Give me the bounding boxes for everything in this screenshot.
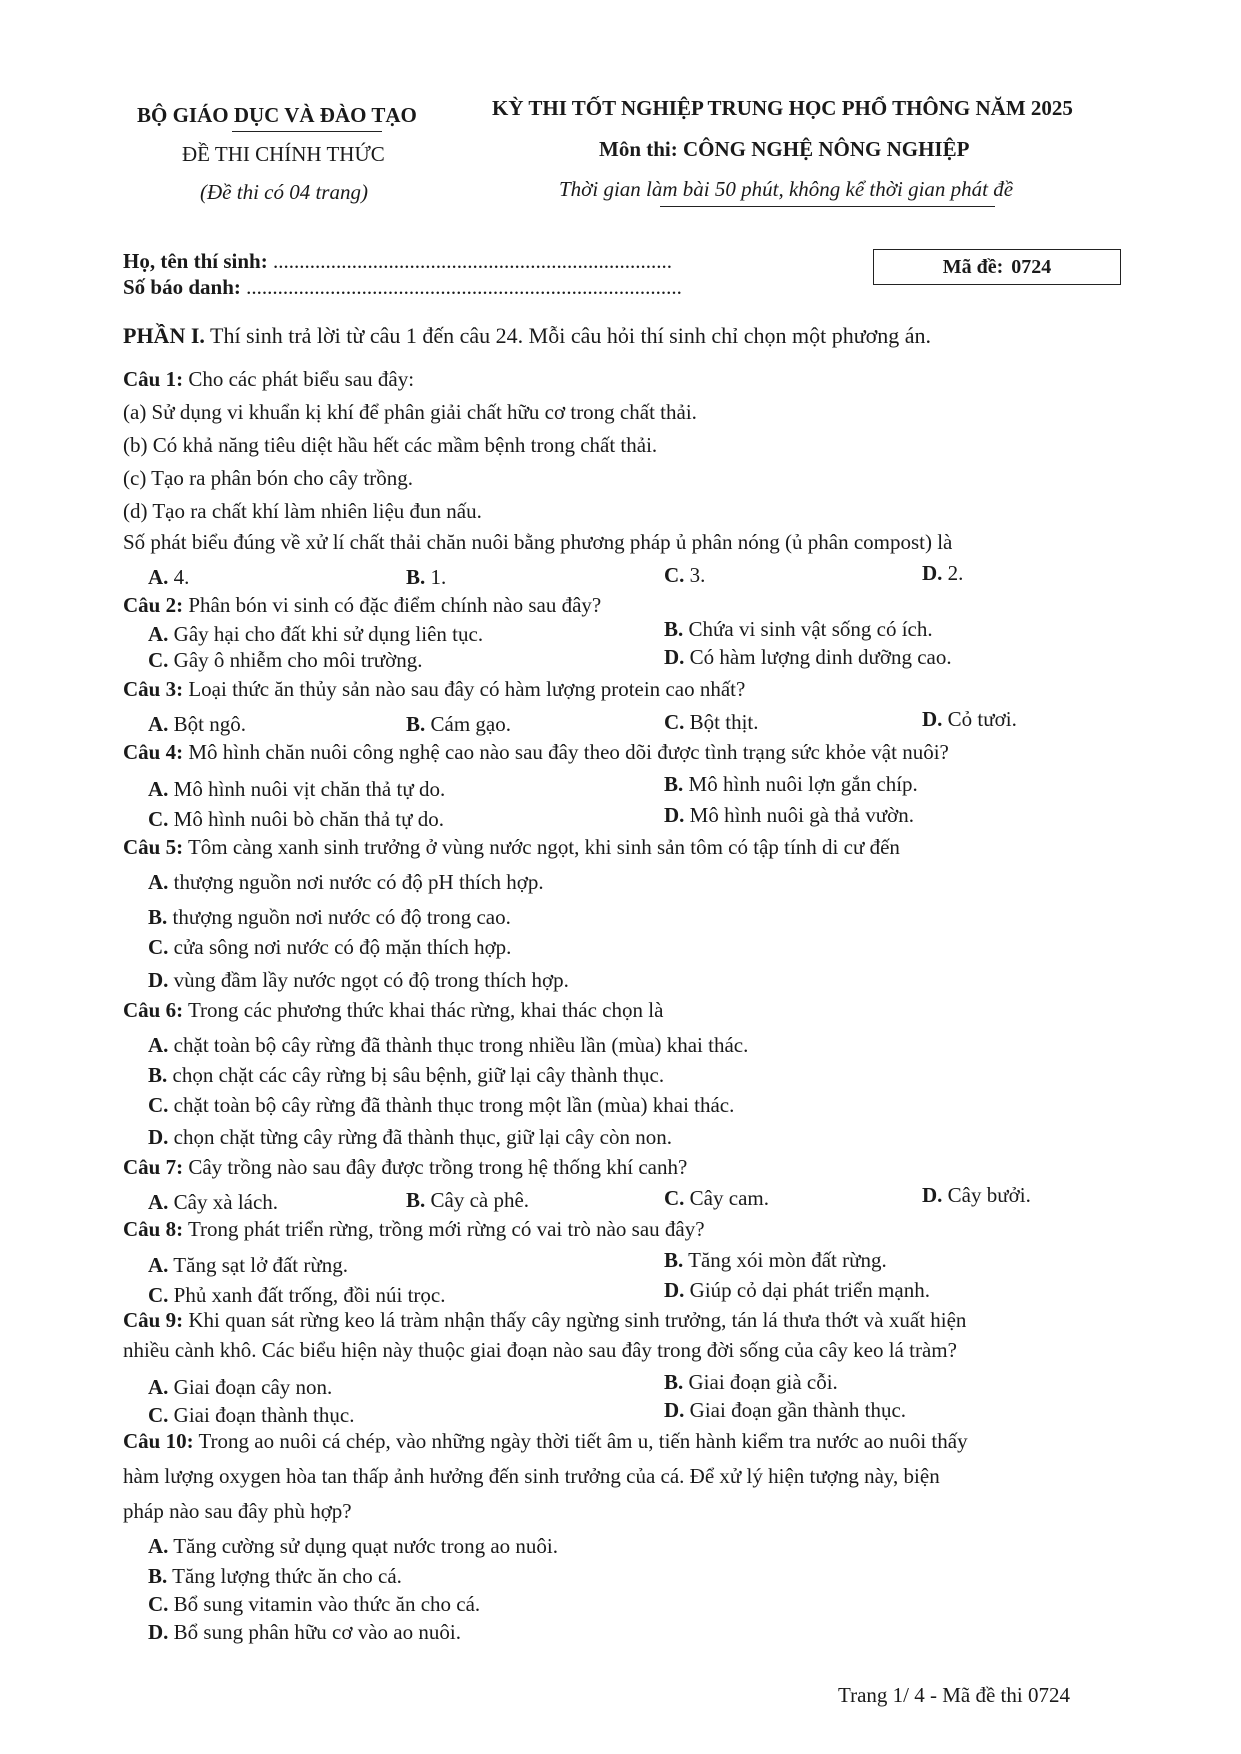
option-text: chặt toàn bộ cây rừng đã thành thục trong một lần (mùa) khai thác.: [173, 1093, 735, 1117]
candidate-name-row: [123, 249, 672, 274]
question-10-line2: hàm lượng oxygen hòa tan thấp ảnh hưởng đến sinh trưởng của cá. Để xử lý hiện tượng này, biện: [123, 1464, 940, 1488]
option-a: [148, 1534, 558, 1559]
option-d: [664, 803, 914, 828]
question-9-line2: nhiều cành khô. Các biểu hiện này thuộc giai đoạn nào sau đây trong đời sống của cây keo lá tràm?: [123, 1338, 957, 1362]
question-number: Câu 7:: [123, 1155, 184, 1179]
time-note: Thời gian làm bài 50 phút, không kể thời gian phát đề: [559, 177, 1014, 201]
option-b: [664, 1370, 838, 1395]
option-a: [148, 1253, 348, 1278]
option-letter: A.: [148, 1375, 169, 1399]
question-7: [123, 1155, 687, 1180]
statement-b: (b) Có khả năng tiêu diệt hầu hết các mầm bệnh trong chất thải.: [123, 433, 658, 457]
option-d: [922, 561, 963, 586]
question-number: Câu 4:: [123, 740, 184, 764]
option-c: [664, 1186, 769, 1211]
option-d: [664, 1278, 930, 1303]
time-underline: [660, 206, 995, 207]
option-a: [148, 1190, 278, 1215]
option-b: [664, 1248, 887, 1273]
question-6: [123, 998, 663, 1023]
option-text: vùng đầm lầy nước ngọt có độ trong thích hợp.: [173, 968, 569, 992]
option-text: Tăng xói mòn đất rừng.: [688, 1248, 887, 1272]
option-letter: A.: [148, 622, 169, 646]
question-number: Câu 3:: [123, 677, 184, 701]
option-text: Cỏ tươi.: [947, 707, 1017, 731]
question-stem: Loại thức ăn thủy sản nào sau đây có hàm lượng protein cao nhất?: [188, 677, 746, 701]
option-letter: D.: [922, 561, 943, 585]
option-b: [406, 565, 446, 590]
question-5: [123, 835, 900, 860]
option-text: 4.: [173, 565, 190, 589]
option-letter: A.: [148, 870, 169, 894]
option-b: [148, 1564, 402, 1589]
option-c: [148, 807, 444, 832]
subject-name: CÔNG NGHỆ NÔNG NGHIỆP: [683, 137, 970, 161]
statement-a: (a) Sử dụng vi khuẩn kị khí để phân giải chất hữu cơ trong chất thải.: [123, 400, 697, 424]
part-one-label: PHẦN I.: [123, 323, 205, 348]
option-text: chọn chặt các cây rừng bị sâu bệnh, giữ lại cây thành thục.: [172, 1063, 665, 1087]
option-letter: A.: [148, 1534, 169, 1558]
option-letter: B.: [406, 1188, 426, 1212]
page-footer-code: 0724: [1027, 1683, 1070, 1707]
option-letter: C.: [664, 563, 685, 587]
option-letter: B.: [664, 617, 684, 641]
question-stem: Tôm càng xanh sinh trưởng ở vùng nước ngọt, khi sinh sản tôm có tập tính di cư đến: [187, 835, 900, 859]
option-letter: C.: [148, 1592, 169, 1616]
option-a: [148, 1375, 332, 1400]
option-text: Bột thịt.: [689, 710, 759, 734]
option-b: [148, 905, 511, 930]
option-text: Giai đoạn gần thành thục.: [689, 1398, 907, 1422]
option-letter: C.: [664, 1186, 685, 1210]
option-text: thượng nguồn nơi nước có độ trong cao.: [172, 905, 511, 929]
official-label: ĐỀ THI CHÍNH THỨC: [182, 142, 385, 166]
page-count-note: (Đề thi có 04 trang): [200, 180, 368, 204]
question-number: Câu 9:: [123, 1308, 184, 1332]
question-9: [123, 1308, 966, 1333]
option-d: [148, 968, 569, 993]
option-text: Mô hình nuôi vịt chăn thả tự do.: [173, 777, 446, 801]
part-one-instructions: Thí sinh trả lời từ câu 1 đến câu 24. Mỗi câu hỏi thí sinh chỉ chọn một phương án.: [210, 323, 932, 348]
option-text: Bổ sung vitamin vào thức ăn cho cá.: [173, 1592, 481, 1616]
option-letter: D.: [148, 968, 169, 992]
option-a: [148, 622, 483, 647]
option-text: Tăng cường sử dụng quạt nước trong ao nuôi.: [173, 1534, 559, 1558]
option-text: Cây cà phê.: [430, 1188, 530, 1212]
option-a: [148, 712, 246, 737]
page-footer-text: Trang 1/ 4 - Mã đề thi: [838, 1683, 1023, 1707]
candidate-id-dots: ...................................................................................: [246, 275, 682, 299]
option-text: Bột ngô.: [173, 712, 247, 736]
question-stem: Mô hình chăn nuôi công nghệ cao nào sau đây theo dõi được tình trạng sức khỏe vật nuôi?: [188, 740, 949, 764]
option-c: [664, 710, 759, 735]
option-b: [406, 1188, 529, 1213]
option-letter: C.: [148, 1283, 169, 1307]
option-c: [148, 1592, 480, 1617]
question-number: Câu 10:: [123, 1429, 194, 1453]
option-text: Tăng lượng thức ăn cho cá.: [172, 1564, 402, 1588]
option-a: [148, 1033, 748, 1058]
option-letter: A.: [148, 1190, 169, 1214]
option-letter: C.: [148, 1093, 169, 1117]
question-stem: Trong phát triển rừng, trồng mới rừng có vai trò nào sau đây?: [187, 1217, 705, 1241]
option-letter: D.: [664, 1398, 685, 1422]
option-letter: A.: [148, 712, 169, 736]
option-text: Gây hại cho đất khi sử dụng liên tục.: [173, 622, 484, 646]
exam-code-label: Mã đề:: [942, 255, 1004, 278]
option-d: [148, 1125, 672, 1150]
option-text: Mô hình nuôi gà thả vườn.: [689, 803, 914, 827]
option-letter: A.: [148, 1033, 169, 1057]
question-stem: Cây trồng nào sau đây được trồng trong hệ thống khí canh?: [188, 1155, 688, 1179]
option-b: [664, 617, 933, 642]
option-text: Gây ô nhiễm cho môi trường.: [173, 648, 423, 672]
ministry-name: BỘ GIÁO DỤC VÀ ĐÀO TẠO: [137, 103, 417, 127]
option-c: [664, 563, 705, 588]
question-4: [123, 740, 949, 765]
question-2: [123, 593, 601, 618]
option-letter: A.: [148, 777, 169, 801]
option-letter: D.: [148, 1620, 169, 1644]
question-stem: Cho các phát biểu sau đây:: [188, 367, 415, 391]
question-8: [123, 1217, 705, 1242]
option-text: Cám gạo.: [430, 712, 511, 736]
candidate-id-row: [123, 275, 682, 300]
statement-c: (c) Tạo ra phân bón cho cây trồng.: [123, 466, 414, 490]
option-text: Mô hình nuôi bò chăn thả tự do.: [173, 807, 445, 831]
question-number: Câu 5:: [123, 835, 184, 859]
page-footer: [838, 1683, 1070, 1708]
option-d: [664, 645, 952, 670]
option-c: [148, 1093, 734, 1118]
option-d: [148, 1620, 461, 1645]
option-d: [664, 1398, 906, 1423]
question-number: Câu 2:: [123, 593, 184, 617]
option-text: Chứa vi sinh vật sống có ích.: [688, 617, 933, 641]
question-number: Câu 6:: [123, 998, 184, 1022]
option-b: [406, 712, 511, 737]
ministry-underline: [232, 131, 382, 132]
option-letter: C.: [664, 710, 685, 734]
option-text: cửa sông nơi nước có độ mặn thích hợp.: [173, 935, 512, 959]
option-text: Phủ xanh đất trống, đồi núi trọc.: [173, 1283, 446, 1307]
option-text: Giai đoạn già cỗi.: [688, 1370, 838, 1394]
option-letter: B.: [406, 712, 426, 736]
candidate-name-dots: ............................................................................: [272, 249, 672, 273]
option-b: [664, 772, 918, 797]
option-letter: B.: [148, 905, 168, 929]
option-letter: D.: [148, 1125, 169, 1149]
option-letter: B.: [664, 1248, 684, 1272]
subject-label: Môn thi:: [599, 137, 678, 161]
option-text: Cây bưởi.: [947, 1183, 1031, 1207]
question-stem: Phân bón vi sinh có đặc điểm chính nào sau đây?: [188, 593, 602, 617]
option-letter: B.: [148, 1063, 168, 1087]
exam-code-value: 0724: [1011, 255, 1052, 278]
option-text: chọn chặt từng cây rừng đã thành thục, giữ lại cây còn non.: [173, 1125, 673, 1149]
candidate-id-label: Số báo danh:: [123, 275, 241, 299]
option-text: Có hàm lượng dinh dưỡng cao.: [689, 645, 952, 669]
question-number: Câu 1:: [123, 367, 184, 391]
subject-line: [599, 137, 969, 162]
statement-d: (d) Tạo ra chất khí làm nhiên liệu đun nấu.: [123, 499, 482, 523]
question-3: [123, 677, 745, 702]
option-text: Giai đoạn cây non.: [173, 1375, 333, 1399]
question-1-prompt: Số phát biểu đúng về xử lí chất thải chăn nuôi bằng phương pháp ủ phân nóng (ủ phân compost) là: [123, 530, 953, 554]
option-letter: C.: [148, 935, 169, 959]
option-letter: D.: [922, 1183, 943, 1207]
option-text: Bổ sung phân hữu cơ vào ao nuôi.: [173, 1620, 461, 1644]
option-c: [148, 1403, 354, 1428]
exam-title: KỲ THI TỐT NGHIỆP TRUNG HỌC PHỔ THÔNG NĂM 2025: [492, 96, 1073, 120]
option-c: [148, 1283, 445, 1308]
option-letter: C.: [148, 807, 169, 831]
option-text: Cây cam.: [689, 1186, 769, 1210]
question-stem: Khi quan sát rừng keo lá tràm nhận thấy cây ngừng sinh trưởng, tán lá thưa thớt và xuất hiện: [188, 1308, 967, 1332]
option-letter: D.: [664, 803, 685, 827]
option-text: 1.: [430, 565, 447, 589]
option-d: [922, 707, 1017, 732]
question-1: [123, 367, 414, 392]
option-letter: B.: [664, 772, 684, 796]
candidate-name-label: Họ, tên thí sinh:: [123, 249, 268, 273]
option-text: thượng nguồn nơi nước có độ pH thích hợp.: [173, 870, 544, 894]
option-b: [148, 1063, 664, 1088]
option-text: Tăng sạt lở đất rừng.: [173, 1253, 348, 1277]
option-a: [148, 870, 544, 895]
option-letter: B.: [406, 565, 426, 589]
part-one-heading: [123, 323, 931, 349]
question-10: [123, 1429, 968, 1454]
option-text: 2.: [947, 561, 964, 585]
question-number: Câu 8:: [123, 1217, 184, 1241]
option-d: [922, 1183, 1031, 1208]
option-letter: D.: [664, 1278, 685, 1302]
option-letter: B.: [148, 1564, 168, 1588]
question-10-line3: pháp nào sau đây phù hợp?: [123, 1499, 352, 1523]
option-text: Mô hình nuôi lợn gắn chíp.: [688, 772, 918, 796]
option-letter: D.: [922, 707, 943, 731]
option-text: Giúp cỏ dại phát triển mạnh.: [689, 1278, 930, 1302]
option-text: Cây xà lách.: [173, 1190, 279, 1214]
option-text: 3.: [689, 563, 706, 587]
option-letter: C.: [148, 1403, 169, 1427]
option-letter: A.: [148, 1253, 169, 1277]
exam-code-box: [873, 249, 1121, 285]
option-a: [148, 565, 189, 590]
option-c: [148, 648, 422, 673]
option-a: [148, 777, 445, 802]
option-text: chặt toàn bộ cây rừng đã thành thục trong nhiều lần (mùa) khai thác.: [173, 1033, 749, 1057]
option-letter: B.: [664, 1370, 684, 1394]
option-letter: D.: [664, 645, 685, 669]
option-c: [148, 935, 511, 960]
question-stem: Trong ao nuôi cá chép, vào những ngày thời tiết âm u, tiến hành kiểm tra nước ao nuôi thấy: [198, 1429, 968, 1453]
option-text: Giai đoạn thành thục.: [173, 1403, 355, 1427]
option-letter: A.: [148, 565, 169, 589]
question-stem: Trong các phương thức khai thác rừng, khai thác chọn là: [187, 998, 664, 1022]
option-letter: C.: [148, 648, 169, 672]
